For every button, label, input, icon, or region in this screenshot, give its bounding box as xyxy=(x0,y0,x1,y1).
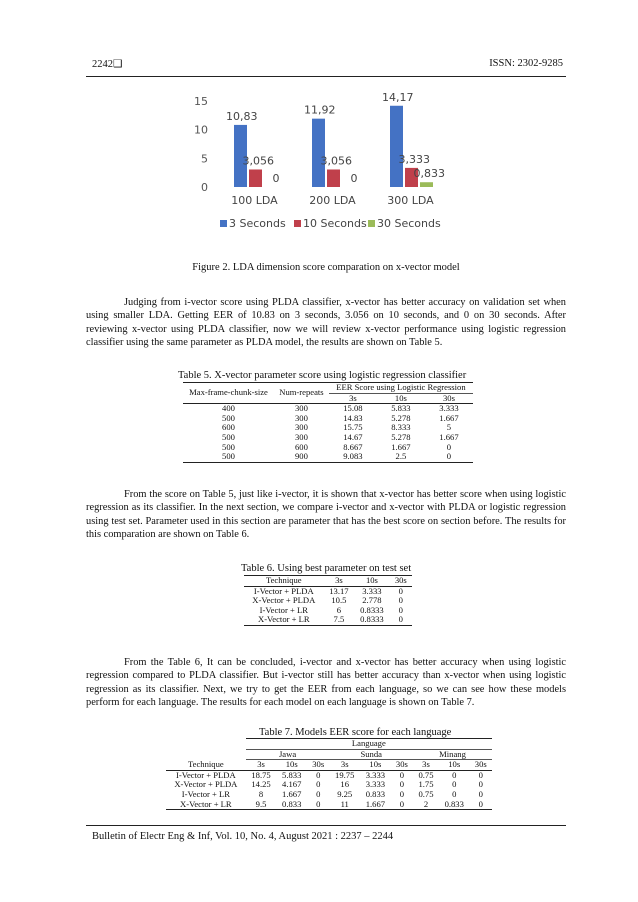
y-tick-label: 15 xyxy=(194,95,208,108)
table-cell: 5 xyxy=(446,422,452,433)
table-6-header-1: 3s xyxy=(324,576,355,587)
y-tick-label: 10 xyxy=(194,123,208,137)
table-cell: 0 xyxy=(452,788,457,799)
table-cell: 400 xyxy=(222,403,235,414)
table-cell: 0 xyxy=(398,604,403,615)
table-cell: 0.75 xyxy=(418,788,434,799)
table-cell: 300 xyxy=(294,431,308,442)
table-5-header-max-frame: Max-frame-chunk-size xyxy=(183,383,274,404)
table-5-subheader-30s: 30s xyxy=(425,393,473,404)
bar-10-seconds xyxy=(327,169,340,187)
table-7-subheader: Technique xyxy=(166,760,246,771)
table-cell: 0.833 xyxy=(276,800,307,810)
table-cell: 5.278 xyxy=(391,431,411,442)
table-cell: 0 xyxy=(307,800,329,810)
table-cell: 500 xyxy=(183,452,274,462)
table-7-subheader: 30s xyxy=(307,760,329,771)
paragraph-1: Judging from i-vector score using PLDA classifier, x-vector has better accuracy on validation set when using smaller LDA. Getting EER of 10.83 on 3 seconds, 3.056 on 10 seconds, and 0 on 30 seconds. After reviewing x-vector using PLDA classifier, now we will review x-vector performance using logistic regression classifier using the same parameter as PLDA model, the results are shown on Table 5. xyxy=(86,297,566,349)
table-cell: 300 xyxy=(294,403,308,414)
table-cell: 14.83 xyxy=(343,412,363,423)
issn-header: ISSN: 2302-9285 xyxy=(489,58,563,69)
footer-rule xyxy=(86,825,566,826)
table-cell: 0.75 xyxy=(418,769,434,780)
paragraph-2: From the score on Table 5, just like i-vector, it is shown that x-vector has better score when using logistic regression as its classifier. In the next section, we compare i-vector and x-vector with PLDA or logistic regression using test set. Parameter used in this section are parameter that has the best score on section before. The results for this comparation are shown on Table 6. xyxy=(86,489,566,541)
table-cell: 0.833 xyxy=(439,800,470,810)
bar-3-seconds xyxy=(390,106,403,187)
table-cell: 4.167 xyxy=(282,779,302,790)
table-cell: 8 xyxy=(258,788,264,799)
table-cell: 1.667 xyxy=(391,441,411,452)
table-5 xyxy=(183,382,473,463)
table-cell: 11 xyxy=(329,800,360,810)
table-cell: 9.083 xyxy=(329,452,377,462)
table-cell: I-Vector + LR xyxy=(181,788,230,799)
table-cell: 6 xyxy=(336,604,342,615)
data-label: 3,056 xyxy=(242,154,274,168)
table-cell: 2 xyxy=(413,800,439,810)
table-cell: 7.5 xyxy=(324,615,355,625)
table-7-language-minang: Minang xyxy=(413,749,492,760)
legend-label: 10 Seconds xyxy=(303,217,367,230)
figure-2-caption: Figure 2. LDA dimension score comparation on x-vector model xyxy=(192,262,460,273)
x-category-label: 300 LDA xyxy=(387,194,434,207)
table-cell: 500 xyxy=(222,431,235,442)
table-5-header-eer-group: EER Score using Logistic Regression xyxy=(329,383,473,394)
table-5-header-num-repeats: Num-repeats xyxy=(274,383,329,404)
table-cell: 9.25 xyxy=(337,788,353,799)
table-cell: 0 xyxy=(446,441,452,452)
table-cell: 0 xyxy=(452,779,457,790)
table-cell: 0 xyxy=(398,595,403,606)
legend-label: 30 Seconds xyxy=(377,217,441,230)
table-cell: 13.17 xyxy=(329,585,349,596)
table-cell: 5.278 xyxy=(391,412,411,423)
table-cell: 0.833 xyxy=(365,788,386,799)
table-cell: 15.08 xyxy=(343,403,363,414)
data-label: 3,056 xyxy=(320,154,352,168)
table-cell: 1.667 xyxy=(282,788,302,799)
bar-10-seconds xyxy=(249,169,262,187)
table-7-language-jawa: Jawa xyxy=(246,749,330,760)
table-cell: 0 xyxy=(478,769,483,780)
table-7-subheader: 3s xyxy=(329,760,360,771)
table-row xyxy=(183,452,473,462)
table-cell: 1.667 xyxy=(439,412,459,423)
table-7-subheader: 3s xyxy=(413,760,439,771)
bar-3-seconds xyxy=(312,119,325,187)
table-cell: 500 xyxy=(222,441,235,452)
table-cell: 1.667 xyxy=(439,431,459,442)
table-cell: 0 xyxy=(316,788,321,799)
x-category-label: 100 LDA xyxy=(231,194,278,207)
table-cell: 3.333 xyxy=(365,779,386,790)
table-cell: 0 xyxy=(470,800,492,810)
table-row xyxy=(244,615,412,625)
data-label: 14,17 xyxy=(382,90,414,104)
table-cell: 0 xyxy=(399,769,405,780)
legend-swatch xyxy=(368,220,375,227)
table-6-header-2: 10s xyxy=(354,576,389,587)
table-cell: 8.333 xyxy=(391,422,411,433)
table-cell: 0 xyxy=(478,779,483,790)
table-7-language-sunda: Sunda xyxy=(329,749,413,760)
table-cell: 14.67 xyxy=(343,431,363,442)
table-cell: 9.5 xyxy=(246,800,277,810)
table-cell: 600 xyxy=(294,441,308,452)
y-tick-label: 5 xyxy=(201,152,208,166)
table-cell: 3.333 xyxy=(362,585,382,596)
legend-swatch xyxy=(294,220,301,227)
table-cell: 19.75 xyxy=(335,769,355,780)
x-category-label: 200 LDA xyxy=(309,194,356,207)
table-cell: 0 xyxy=(316,769,321,780)
table-7-caption: Table 7. Models EER score for each language xyxy=(259,727,452,738)
table-cell: 3.333 xyxy=(439,403,459,414)
table-5-caption: Table 5. X-vector parameter score using logistic regression classifier xyxy=(178,370,467,381)
table-cell: I-Vector + LR xyxy=(259,604,308,615)
paragraph-3: From the Table 6, It can be concluded, i-vector and x-vector has better accuracy when using logistic regression compared to PLDA classifier. But i-vector still has better accuracy than x-vector when using logistic regression as its classifier. Next, we try to get the EER from each language, so we can see how these models perform for each language. The results for each model on each language is shown on Table 7. xyxy=(86,657,566,709)
table-cell: 0 xyxy=(398,585,403,596)
table-cell: 5.833 xyxy=(391,403,411,414)
table-7-subheader: 30s xyxy=(470,760,492,771)
table-cell: 1.667 xyxy=(360,800,391,810)
table-5-subheader-10s: 10s xyxy=(377,393,425,404)
table-cell: X-Vector + LR xyxy=(244,615,324,625)
bar-30-seconds xyxy=(420,182,433,187)
table-7-subheader: 30s xyxy=(391,760,413,771)
table-cell: I-Vector + PLDA xyxy=(175,769,236,780)
table-cell: 0 xyxy=(316,779,321,790)
table-row xyxy=(166,800,492,810)
table-cell: 10.5 xyxy=(331,595,347,606)
table-cell: X-Vector + PLDA xyxy=(174,779,238,790)
table-cell: 500 xyxy=(222,412,235,423)
data-label: 0,833 xyxy=(413,167,445,181)
table-cell: 0 xyxy=(478,788,483,799)
table-6 xyxy=(244,575,412,626)
lda-bar-chart xyxy=(186,86,454,242)
data-label: 3,333 xyxy=(398,152,430,166)
table-cell: 5.833 xyxy=(282,769,302,780)
table-cell: 300 xyxy=(294,422,308,433)
table-cell: 8.667 xyxy=(343,441,363,452)
table-cell: 3.333 xyxy=(365,769,386,780)
table-cell: X-Vector + PLDA xyxy=(252,595,316,606)
page-number-header: 2242❑ xyxy=(92,59,123,70)
legend-swatch xyxy=(220,220,227,227)
table-cell: 600 xyxy=(222,422,235,433)
table-7-subheader: 3s xyxy=(246,760,277,771)
y-tick-label: 0 xyxy=(201,181,208,194)
journal-footer: Bulletin of Electr Eng & Inf, Vol. 10, No. 4, August 2021 : 2237 – 2244 xyxy=(92,831,394,842)
table-7 xyxy=(166,738,492,810)
table-cell: 1.75 xyxy=(418,779,434,790)
legend-label: 3 Seconds xyxy=(229,217,286,230)
table-cell: 0 xyxy=(452,769,457,780)
table-7-subheader: 10s xyxy=(439,760,470,771)
table-cell: 0 xyxy=(425,452,473,462)
table-6-caption: Table 6. Using best parameter on test set xyxy=(241,563,412,574)
table-cell: 0 xyxy=(399,779,405,790)
table-cell: 900 xyxy=(274,452,329,462)
table-7-subheader: 10s xyxy=(360,760,391,771)
table-7-subheader: 10s xyxy=(276,760,307,771)
table-cell: 0 xyxy=(399,788,405,799)
table-cell: 2.5 xyxy=(377,452,425,462)
header-rule xyxy=(86,76,566,77)
table-cell: 0.8333 xyxy=(360,604,384,615)
table-cell: 2.778 xyxy=(362,595,382,606)
table-cell: 18.75 xyxy=(251,769,271,780)
data-label: 0 xyxy=(350,172,358,185)
table-6-header-0: Technique xyxy=(244,576,324,587)
table-5-subheader-3s: 3s xyxy=(329,393,377,404)
table-cell: X-Vector + LR xyxy=(166,800,246,810)
table-cell: 0 xyxy=(390,615,412,625)
data-label: 11,92 xyxy=(304,103,336,117)
table-cell: 15.75 xyxy=(343,422,363,433)
data-label: 0 xyxy=(272,172,280,185)
data-label: 10,83 xyxy=(226,109,258,123)
table-cell: 0 xyxy=(391,800,413,810)
table-7-header-language: Language xyxy=(246,739,492,750)
table-cell: 16 xyxy=(340,779,350,790)
table-6-header-3: 30s xyxy=(390,576,412,587)
table-cell: I-Vector + PLDA xyxy=(253,585,314,596)
table-cell: 14.25 xyxy=(251,779,271,790)
table-cell: 300 xyxy=(294,412,308,423)
table-cell: 0.8333 xyxy=(354,615,389,625)
